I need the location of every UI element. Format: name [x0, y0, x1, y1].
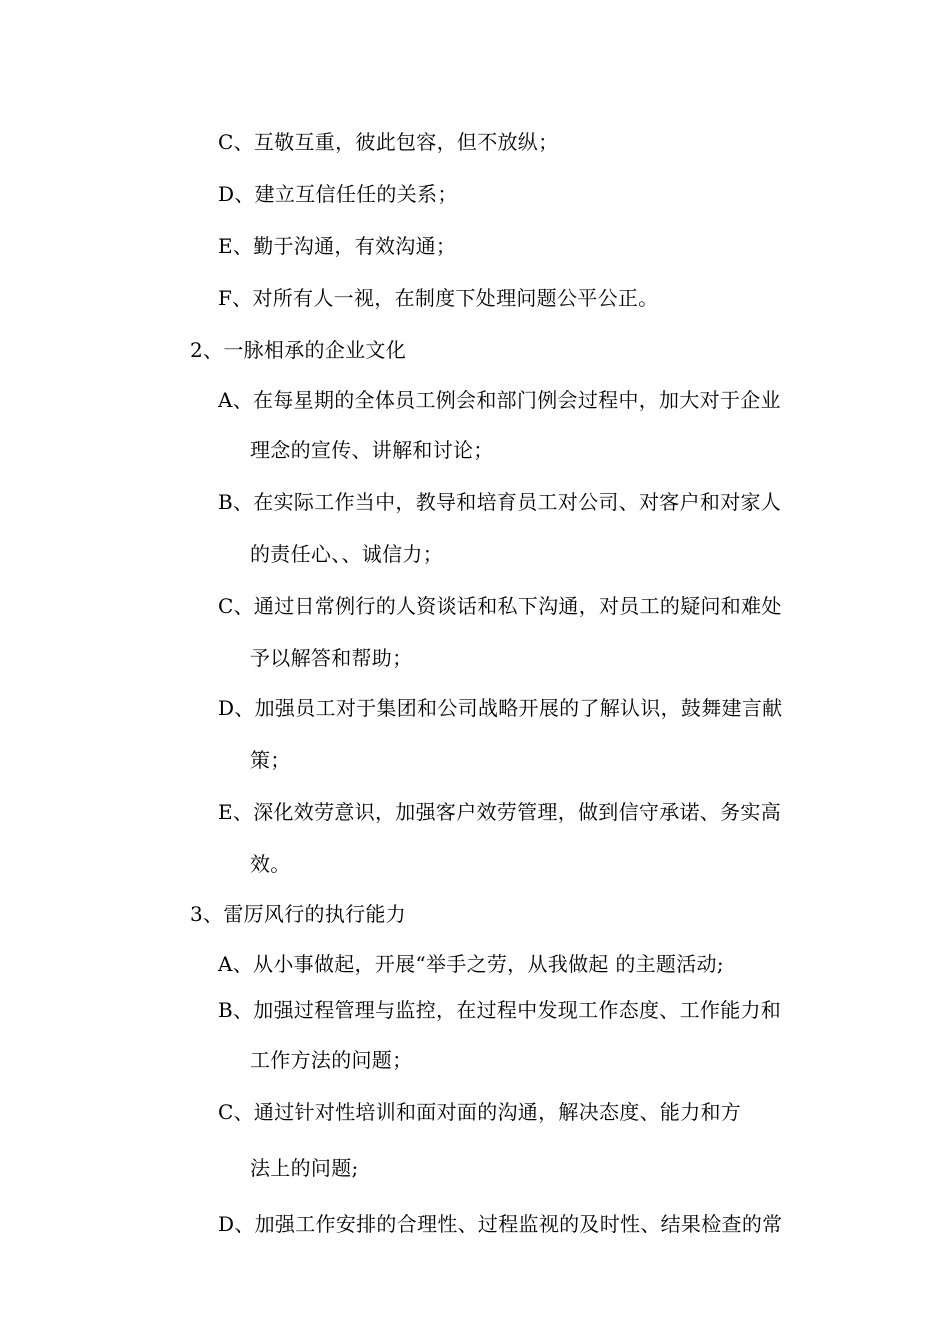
item-e-communication: E、勤于沟通，有效沟通； — [218, 234, 457, 258]
section-2-heading: 2、一脉相承的企业文化 — [190, 338, 407, 362]
item-3b-line1: B、加强过程管理与监控，在过程中发现工作态度、工作能力和 — [218, 998, 782, 1022]
item-2c-line1: C、通过日常例行的人资谈话和私下沟通，对员工的疑问和难处 — [218, 594, 782, 618]
item-2a-line2: 理念的宣传、讲解和讨论； — [250, 438, 494, 462]
item-2e-line2: 效。 — [250, 852, 291, 876]
item-c-mutual-respect: C、互敬互重，彼此包容，但不放纵； — [218, 130, 559, 154]
item-f-fairness: F、对所有人一视，在制度下处理问题公平公正。 — [218, 286, 659, 310]
item-3d-line1: D、加强工作安排的合理性、过程监视的及时性、结果检查的常 — [218, 1212, 783, 1236]
item-d-mutual-trust: D、建立互信任任的关系； — [218, 182, 458, 206]
item-3c-line2: 法上的问题; — [250, 1156, 359, 1180]
item-2b-line2: 的责任心、、诚信力； — [250, 542, 443, 566]
item-2d-line1: D、加强员工对于集团和公司战略开展的了解认识，鼓舞建言献 — [218, 696, 783, 720]
section-3-heading: 3、雷厉风行的执行能力 — [190, 902, 407, 926]
item-2a-line1: A、在每星期的全体员工例会和部门例会过程中，加大对于企业 — [218, 388, 781, 412]
item-3a: A、从小事做起，开展“举手之劳，从我做起 的主题活动; — [218, 952, 724, 976]
item-3b-line2: 工作方法的问题； — [250, 1048, 413, 1072]
item-2d-line2: 策； — [250, 748, 291, 772]
item-2b-line1: B、在实际工作当中，教导和培育员工对公司、对客户和对家人 — [218, 490, 782, 514]
item-3c-line1: C、通过针对性培训和面对面的沟通，解决态度、能力和方 — [218, 1100, 742, 1124]
item-2c-line2: 予以解答和帮助； — [250, 646, 413, 670]
item-2e-line1: E、深化效劳意识，加强客户效劳管理，做到信守承诺、务实高 — [218, 800, 781, 824]
